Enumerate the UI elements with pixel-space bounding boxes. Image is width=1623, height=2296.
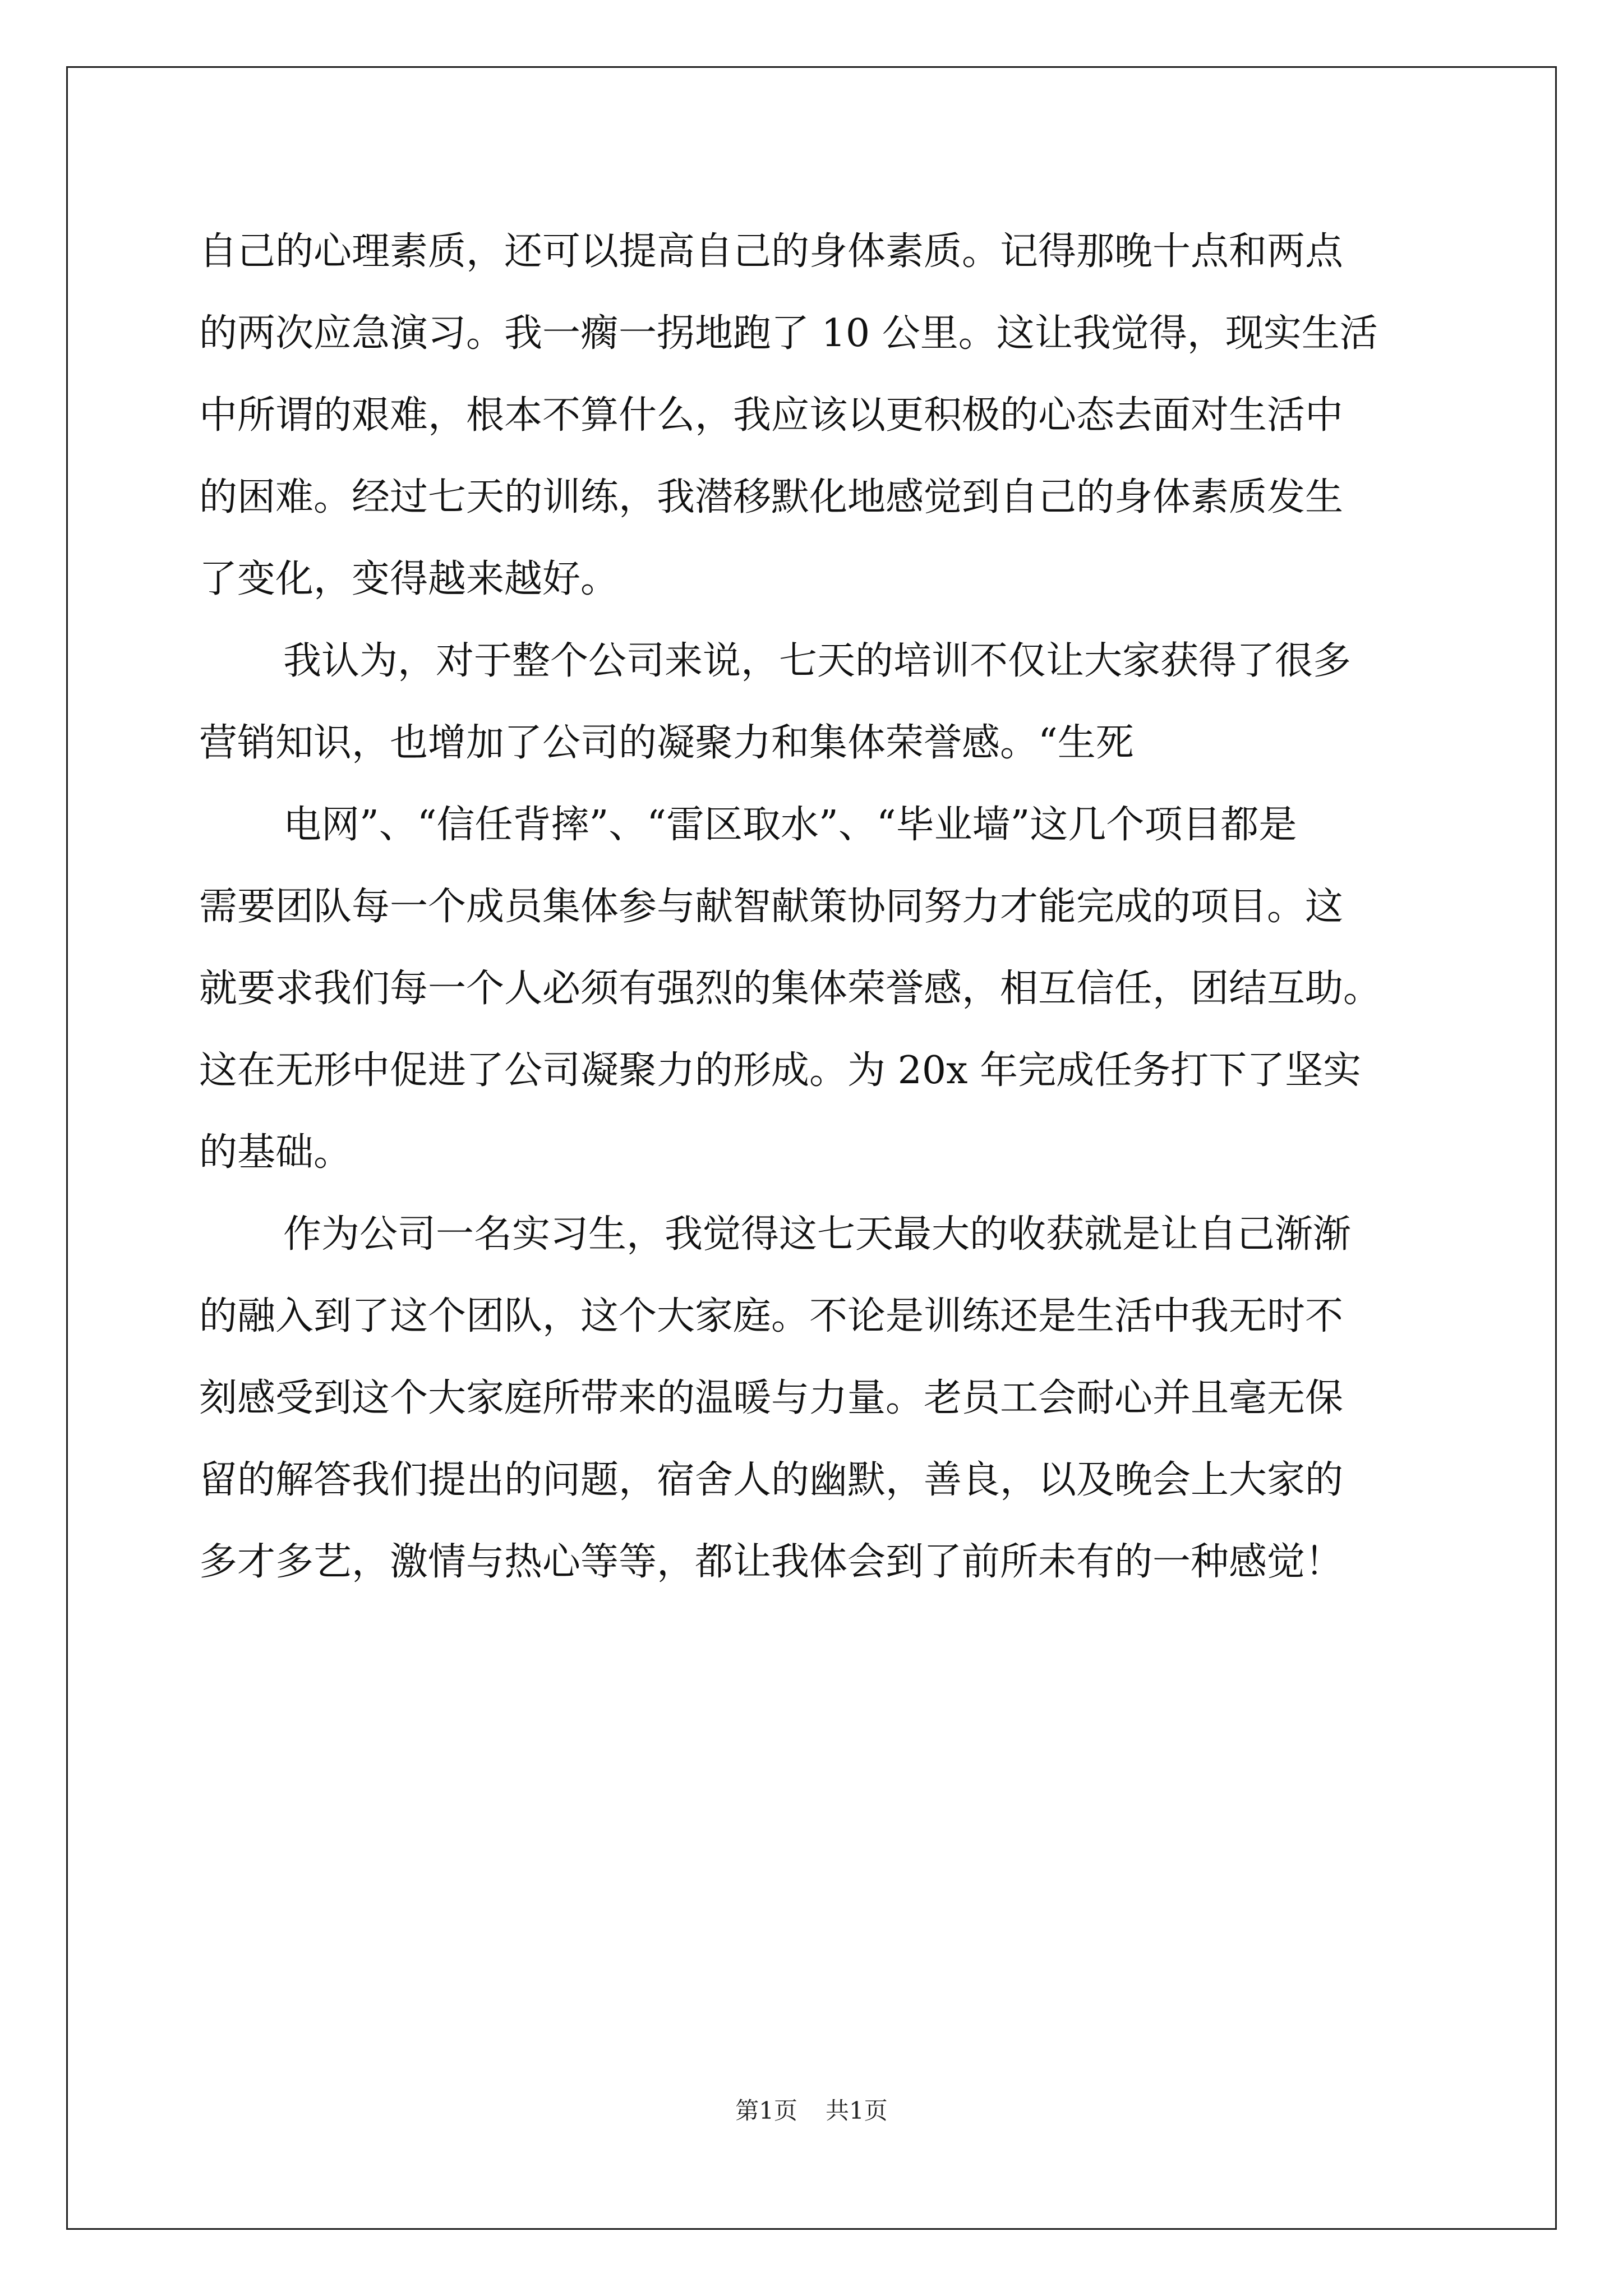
- text-line: 的两次应急演习。我一瘸一拐地跑了 10 公里。这让我觉得，现实生活: [199, 311, 1378, 356]
- page-number-current: 第1页: [735, 2097, 797, 2124]
- paragraph-start-line: 电网”、“信任背摔”、“雷区取水”、“毕业墙”这几个项目都是: [283, 803, 1297, 847]
- paragraph-start-line: 作为公司一名实习生，我觉得这七天最大的收获就是让自己渐渐: [283, 1212, 1352, 1257]
- text-line: 的融入到了这个团队，这个大家庭。不论是训练还是生活中我无时不: [199, 1294, 1344, 1338]
- text-line: 营销知识，也增加了公司的凝聚力和集体荣誉感。“生死: [199, 721, 1134, 765]
- text-line: 这在无形中促进了公司凝聚力的形成。为 20x 年完成任务打下了坚实: [199, 1048, 1362, 1093]
- paragraph-start-line: 我认为，对于整个公司来说，七天的培训不仅让大家获得了很多: [283, 639, 1352, 683]
- page-number-total: 共1页: [826, 2097, 888, 2124]
- text-line: 需要团队每一个成员集体参与献智献策协同努力才能完成的项目。这: [199, 885, 1344, 929]
- text-line: 留的解答我们提出的问题，宿舍人的幽默，善良，以及晚会上大家的: [199, 1458, 1344, 1502]
- text-line: 了变化，变得越来越好。: [199, 557, 619, 601]
- text-line: 的基础。: [199, 1130, 352, 1175]
- text-line: 刻感受到这个大家庭所带来的温暖与力量。老员工会耐心并且毫无保: [199, 1376, 1344, 1420]
- text-line: 就要求我们每一个人必须有强烈的集体荣誉感，相互信任，团结互助。: [199, 967, 1382, 1011]
- text-line: 中所谓的艰难，根本不算什么，我应该以更积极的心态去面对生活中: [199, 393, 1344, 438]
- text-line: 多才多艺，激情与热心等等，都让我体会到了前所未有的一种感觉！: [199, 1540, 1344, 1584]
- text-line: 的困难。经过七天的训练，我潜移默化地感觉到自己的身体素质发生: [199, 475, 1344, 519]
- text-line: 自己的心理素质，还可以提高自己的身体素质。记得那晚十点和两点: [199, 229, 1344, 274]
- page-footer: [0, 2092, 1623, 2126]
